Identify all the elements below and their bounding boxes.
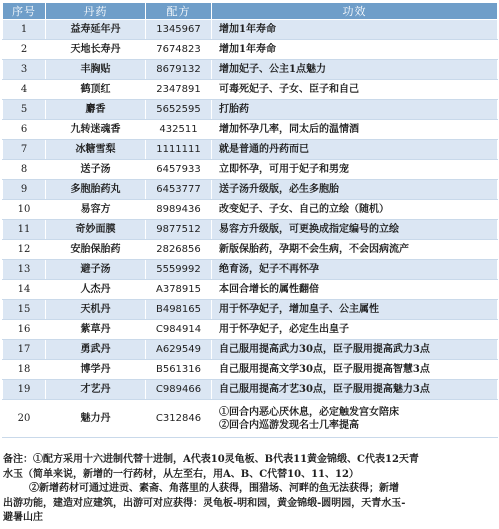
recipe-code: 7674823 [146, 40, 212, 60]
table-row [3, 260, 498, 280]
table-row [3, 240, 498, 260]
recipe-code: 5652595 [146, 100, 212, 120]
effect-text: 增加妃子、公主1点魅力 [219, 64, 326, 75]
effect-text: 本回合增长的属性翻倍 [219, 284, 319, 295]
row-number: 15 [3, 300, 46, 320]
effect-cell [212, 140, 498, 160]
table-row [3, 40, 498, 60]
effect-cell [212, 260, 498, 280]
table-body [3, 20, 498, 438]
effect-cell [212, 400, 498, 438]
effect-cell [212, 120, 498, 140]
elixir-name: 紫草丹 [46, 320, 146, 340]
row-number: 13 [3, 260, 46, 280]
table-row [3, 360, 498, 380]
header-name: 丹药 [46, 3, 146, 20]
effect-text: 用于怀孕妃子，增加皇子、公主属性 [219, 304, 379, 315]
effect-text: ①回合内恶心厌休息，必定触发宫女陪床 [219, 406, 399, 418]
table-row [3, 320, 498, 340]
elixir-name: 鹤顶红 [46, 80, 146, 100]
recipe-code: 2347891 [146, 80, 212, 100]
recipe-code: 1111111 [146, 140, 212, 160]
elixir-name: 九转迷魂香 [46, 120, 146, 140]
recipe-code: 9877512 [146, 220, 212, 240]
row-number: 10 [3, 200, 46, 220]
effect-cell [212, 100, 498, 120]
elixir-name: 丰胸贴 [46, 60, 146, 80]
header-recipe: 配方 [146, 3, 212, 20]
elixir-name: 天地长寿丹 [46, 40, 146, 60]
effect-cell [212, 380, 498, 400]
row-number: 5 [3, 100, 46, 120]
elixir-name: 博学丹 [46, 360, 146, 380]
note-line: 避暑山庄 [3, 512, 43, 523]
table-row [3, 340, 498, 360]
recipe-code: B498165 [146, 300, 212, 320]
effect-cell [212, 340, 498, 360]
table-row [3, 120, 498, 140]
effect-text: 增加1年寿命 [219, 44, 276, 55]
elixir-name: 奇妙面膜 [46, 220, 146, 240]
effect-cell [212, 40, 498, 60]
row-number: 2 [3, 40, 46, 60]
table-row [3, 300, 498, 320]
row-number: 19 [3, 380, 46, 400]
header-no: 序号 [3, 3, 46, 20]
notes-section [3, 453, 495, 526]
recipe-code: 6457933 [146, 160, 212, 180]
row-number: 17 [3, 340, 46, 360]
recipe-code: 8989436 [146, 200, 212, 220]
effect-cell [212, 180, 498, 200]
effect-cell [212, 240, 498, 260]
header-effect: 功效 [212, 3, 498, 20]
table-row [3, 140, 498, 160]
effect-text: 打胎药 [219, 104, 249, 115]
row-number: 14 [3, 280, 46, 300]
elixir-name: 麝香 [46, 100, 146, 120]
elixir-name: 才艺丹 [46, 380, 146, 400]
row-number: 1 [3, 20, 46, 40]
effect-text: 自己服用提高文学30点，臣子服用提高智慧3点 [219, 364, 430, 375]
effect-text: 送子汤升级版，必生多胞胎 [219, 184, 339, 195]
effect-text: 可毒死妃子、子女、臣子和自己 [219, 84, 359, 95]
effect-text: 新版保胎药，孕期不会生病，不会因病流产 [219, 244, 409, 255]
recipe-code: C312846 [146, 400, 212, 438]
elixir-name: 人杰丹 [46, 280, 146, 300]
recipe-code: C984914 [146, 320, 212, 340]
elixir-name: 冰糖雪梨 [46, 140, 146, 160]
recipe-code: C989466 [146, 380, 212, 400]
recipe-code: A378915 [146, 280, 212, 300]
effect-text: 自己服用提高才艺30点，臣子服用提高魅力3点 [219, 384, 430, 395]
effect-text: 改变妃子、子女、自己的立绘（随机） [219, 204, 389, 215]
recipe-code: B561316 [146, 360, 212, 380]
elixir-name: 魅力丹 [46, 400, 146, 438]
recipe-code: 432511 [146, 120, 212, 140]
table-row [3, 160, 498, 180]
row-number: 11 [3, 220, 46, 240]
effect-cell [212, 320, 498, 340]
effect-cell [212, 20, 498, 40]
effect-text: 立即怀孕，可用于妃子和男宠 [219, 164, 349, 175]
recipe-code: 8679132 [146, 60, 212, 80]
effect-cell [212, 200, 498, 220]
table-row [3, 20, 498, 40]
row-number: 3 [3, 60, 46, 80]
table-header-row [3, 3, 498, 20]
row-number: 12 [3, 240, 46, 260]
table-row [3, 60, 498, 80]
effect-text: 增加怀孕几率，同太后的温情酒 [219, 124, 359, 135]
note-line: ②新增药材可通过进贡、素斋、角落里的人获得，围猎场、河畔的鱼无法获得；新增 [29, 483, 399, 494]
table-row [3, 400, 498, 438]
effect-text: 自己服用提高武力30点，臣子服用提高武力3点 [219, 344, 430, 355]
effect-text: 易容方升级版，可更换成指定编号的立绘 [219, 224, 399, 235]
elixir-name: 勇武丹 [46, 340, 146, 360]
effect-cell [212, 300, 498, 320]
row-number: 20 [3, 400, 46, 438]
table-row [3, 220, 498, 240]
table-row [3, 180, 498, 200]
table-row [3, 100, 498, 120]
effect-text: 增加1年寿命 [219, 24, 276, 35]
recipe-code: A629549 [146, 340, 212, 360]
effect-text: ②回合内巡游发现名士几率提高 [219, 419, 359, 431]
elixir-name: 安胎保胎药 [46, 240, 146, 260]
row-number: 16 [3, 320, 46, 340]
recipe-code: 5559992 [146, 260, 212, 280]
row-number: 9 [3, 180, 46, 200]
effect-cell [212, 280, 498, 300]
table-row [3, 80, 498, 100]
effect-cell [212, 220, 498, 240]
effect-cell [212, 60, 498, 80]
elixir-name: 益寿延年丹 [46, 20, 146, 40]
effect-text: 绝育汤，妃子不再怀孕 [219, 264, 319, 275]
recipe-code: 6453777 [146, 180, 212, 200]
elixir-name: 易容方 [46, 200, 146, 220]
elixir-name: 避子汤 [46, 260, 146, 280]
note-line: 备注：①配方采用十六进制代替十进制，A代表10灵龟板、B代表11黄金锦缎、C代表12天青 [3, 454, 419, 465]
note-line: 出游功能，建造对应建筑，出游可对应获得：灵龟板-明和园，黄金锦缎-圆明园，天青水玉- [3, 497, 406, 509]
row-number: 4 [3, 80, 46, 100]
elixir-name: 送子汤 [46, 160, 146, 180]
table-row [3, 380, 498, 400]
effect-text: 就是普通的丹药而已 [219, 144, 309, 155]
elixir-name: 多胞胎药丸 [46, 180, 146, 200]
elixir-table [2, 2, 498, 438]
row-number: 18 [3, 360, 46, 380]
effect-text: 用于怀孕妃子，必定生出皇子 [219, 324, 349, 335]
row-number: 7 [3, 140, 46, 160]
note-line: 水玉（简单来说，新增的一行药材，从左至右，用A、B、C代替10、11、12） [3, 468, 359, 480]
recipe-code: 2826856 [146, 240, 212, 260]
effect-cell [212, 80, 498, 100]
effect-cell [212, 160, 498, 180]
table-row [3, 200, 498, 220]
row-number: 8 [3, 160, 46, 180]
table-row [3, 280, 498, 300]
row-number: 6 [3, 120, 46, 140]
recipe-code: 1345967 [146, 20, 212, 40]
effect-cell [212, 360, 498, 380]
elixir-name: 天机丹 [46, 300, 146, 320]
